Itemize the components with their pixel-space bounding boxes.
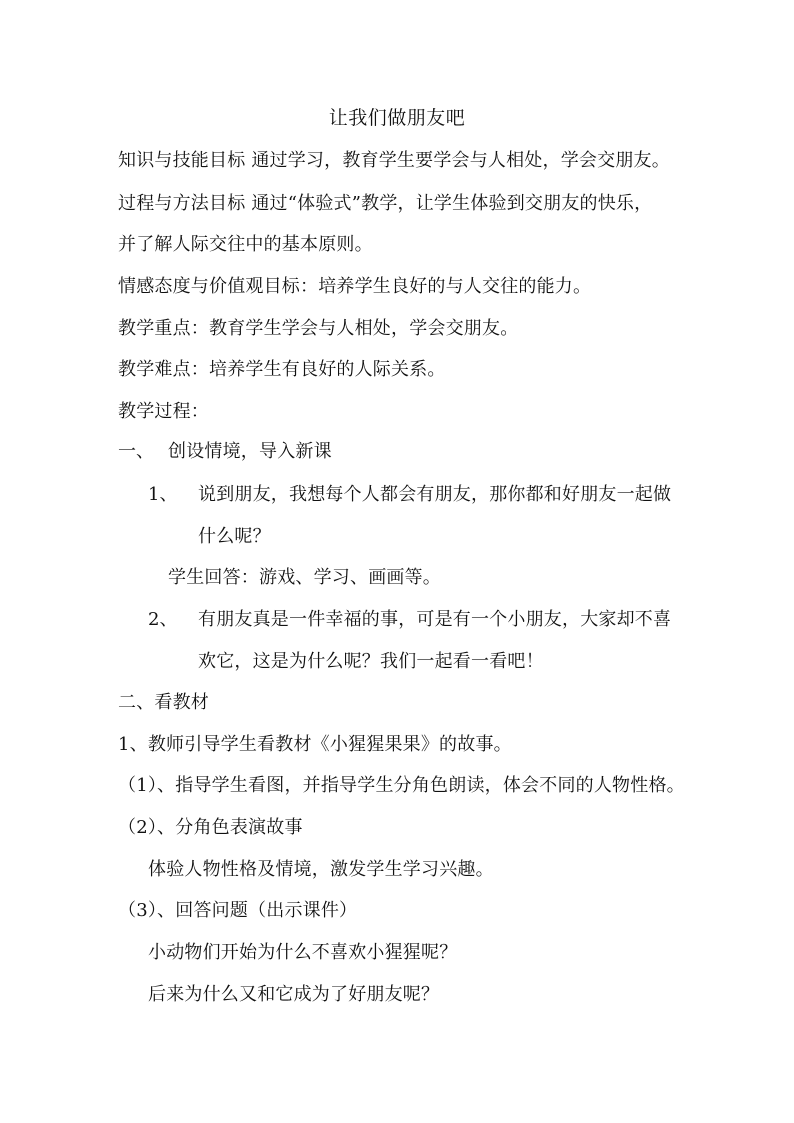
sub-item-three: （3）、回答问题（出示课件） xyxy=(118,900,358,921)
item-one-text: 说到朋友，我想每个人都会有朋友，那你都和好朋友一起做 xyxy=(198,484,672,505)
section-one-heading: 创设情境，导入新课 xyxy=(168,441,332,462)
sub-item-one: （1）、指导学生看图，并指导学生分角色朗读，体会不同的人物性格。 xyxy=(118,775,685,796)
question-one: 小动物们开始为什么不喜欢小猩猩呢？ xyxy=(148,942,458,963)
question-two: 后来为什么又和它成为了好朋友呢？ xyxy=(148,984,440,1005)
section-two-heading: 二、看教材 xyxy=(118,692,209,713)
item-one-number: 1、 xyxy=(148,484,178,505)
sub-item-two-detail: 体验人物性格及情境，激发学生学习兴趣。 xyxy=(148,859,494,880)
item-two-text: 有朋友真是一件幸福的事，可是有一个小朋友，大家却不喜 xyxy=(198,609,672,630)
teaching-difficulty: 教学难点：培养学生有良好的人际关系。 xyxy=(118,359,446,380)
sub-item-two: （2）、分角色表演故事 xyxy=(118,817,303,838)
objective-emotion: 情感态度与价值观目标：培养学生良好的与人交往的能力。 xyxy=(118,276,592,297)
item-two-text-cont: 欢它，这是为什么呢？我们一起看一看吧！ xyxy=(198,651,544,672)
section-one-number: 一、 xyxy=(118,441,154,462)
item-one-text-cont: 什么呢？ xyxy=(198,526,271,547)
student-answer: 学生回答：游戏、学习、画画等。 xyxy=(168,567,441,588)
guide-item: 1、教师引导学生看教材《小猩猩果果》的故事。 xyxy=(118,734,512,755)
item-two-number: 2、 xyxy=(148,609,178,630)
document-title: 让我们做朋友吧 xyxy=(328,107,466,129)
objective-process-cont: 并了解人际交往中的基本原则。 xyxy=(118,234,373,255)
teaching-process-heading: 教学过程： xyxy=(118,401,209,422)
objective-knowledge: 知识与技能目标 通过学习，教育学生要学会与人相处，学会交朋友。 xyxy=(118,150,670,171)
objective-process: 过程与方法目标 通过“体验式”教学，让学生体验到交朋友的快乐， xyxy=(118,193,653,214)
teaching-focus: 教学重点：教育学生学会与人相处，学会交朋友。 xyxy=(118,318,519,339)
